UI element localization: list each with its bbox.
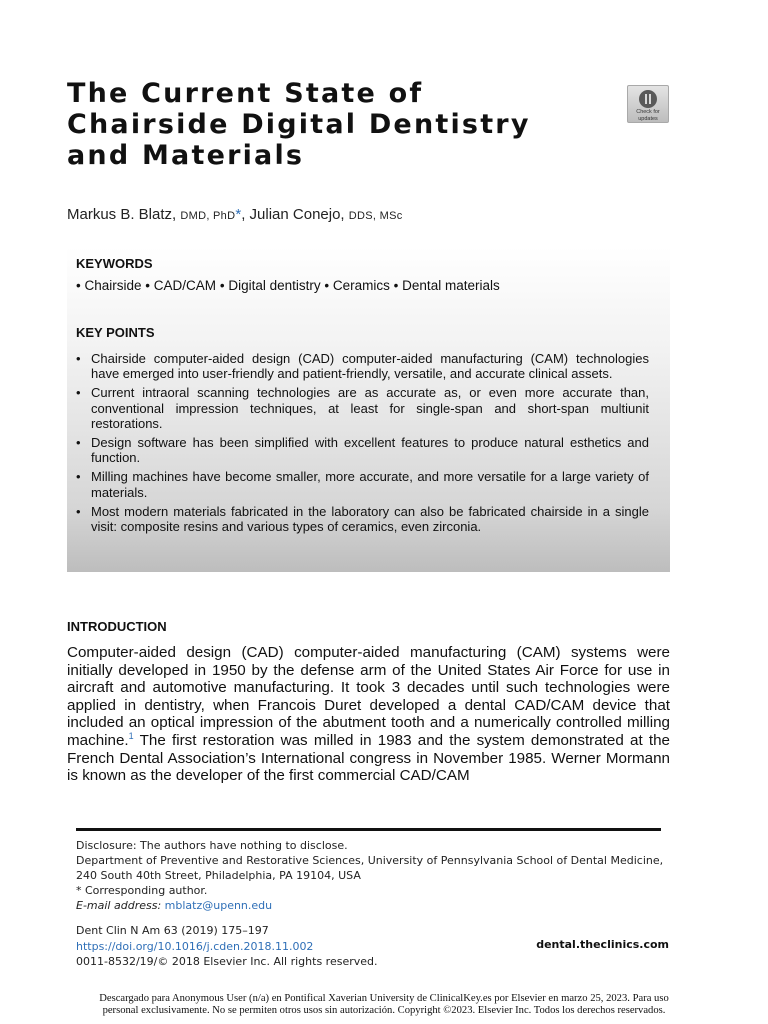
email-note: E-mail address: mblatz@upenn.edu <box>76 899 273 912</box>
author-name: Julian Conejo, <box>249 206 345 223</box>
keyword: CAD/CAM <box>153 278 217 293</box>
key-point: • Most modern materials fabricated in the laboratory can also be fabricated chairside in a single visit: composite resins and various types of ceramics, even zirconia. <box>76 503 649 535</box>
title-line: Chairside Digital Dentistry <box>67 109 531 140</box>
key-point: • Chairside computer-aided design (CAD) computer-aided manufacturing (CAM) technologies have emerged into user-friendly and patient-friendly, versatile, and accurate clinical assets. <box>76 351 649 382</box>
keywords-keypoints-box <box>67 247 670 572</box>
email-link[interactable]: mblatz@upenn.edu <box>164 899 273 912</box>
keyword: Chairside <box>84 278 142 293</box>
author-degrees: DMD, PhD <box>180 210 236 222</box>
key-points-list <box>76 351 649 538</box>
corresponding-note: * Corresponding author. <box>76 884 208 897</box>
title-line: and Materials <box>67 140 305 171</box>
keywords-heading: KEYWORDS <box>76 256 153 271</box>
introduction-paragraph: Computer-aided design (CAD) computer-aided manufacturing (CAM) systems were initially developed in 1950 by the defense arm of the United States Air Force for use in aircraft and automotive manufacturing. It took 3 decades until such technologies were applied in dentistry, when Francois Duret developed a dental CAD/CAM device that included an optical impression of the abutment tooth and a numerically controlled milling machine.$^1$ The first restoration was milled in 1983 and the system demonstrated at the French Dental Association’s International congress in November 1985. Werner Mormann is known as the developer of the first commercial CAD/CAM <box>67 644 670 785</box>
introduction-heading: INTRODUCTION <box>67 619 167 634</box>
affiliation-note: Department of Preventive and Restorative Sciences, University of Pennsylvania School of Dental Medicine, 240 South 40th Street, Philadelphia, PA 19104, USA <box>76 854 664 882</box>
key-point: • Current intraoral scanning technologies are as accurate as, or even more accurate than, conventional impression techniques, at least for single-span and short-span multiunit restorations. <box>76 385 649 432</box>
download-notice: Descargado para Anonymous User (n/a) en Pontifical Xaverian University de ClinicalKey.es por Elsevier en marzo 25, 2023. Para uso personal exclusivamente. No se permiten otros usos sin autorización. Copyright ©2023. Elsevier Inc. Todos los derechos reservados. <box>99 993 669 1016</box>
doi-link[interactable]: https://doi.org/10.1016/j.cden.2018.11.002 <box>76 939 314 953</box>
journal-citation: Dent Clin N Am 63 (2019) 175–197 <box>76 924 269 937</box>
keyword: Digital dentistry <box>228 278 321 293</box>
author-name: Markus B. Blatz, <box>67 206 177 223</box>
author-separator: , <box>241 206 246 223</box>
footnotes <box>76 838 676 913</box>
check-updates-label: Check for <box>636 109 660 115</box>
article-title <box>67 78 607 171</box>
disclosure-note: Disclosure: The authors have nothing to disclose. <box>76 839 348 852</box>
journal-site-link[interactable]: dental.theclinics.com <box>536 938 669 951</box>
author-degrees: DDS, MSc <box>348 210 403 222</box>
footnote-divider <box>76 828 661 831</box>
corresponding-mark[interactable]: * <box>235 206 242 223</box>
check-updates-icon <box>638 89 658 109</box>
keyword: Ceramics <box>332 278 390 293</box>
copyright-line: 0011-8532/19/© 2018 Elsevier Inc. All rights reserved. <box>76 955 378 968</box>
key-point: • Milling machines have become smaller, more accurate, and more versatile for a large variety of materials. <box>76 469 649 500</box>
keyword: Dental materials <box>402 278 500 293</box>
key-point: • Design software has been simplified with excellent features to produce natural esthetics and function. <box>76 435 649 466</box>
reference-link[interactable]: 1 <box>128 730 134 741</box>
keywords-list: • Chairside • CAD/CAM • Digital dentistry • Ceramics • Dental materials <box>76 278 500 293</box>
check-updates-label: updates <box>638 115 658 122</box>
key-points-heading: KEY POINTS <box>76 325 155 340</box>
check-for-updates-button[interactable] <box>627 85 669 123</box>
title-line: The Current State of <box>67 78 424 109</box>
author-line <box>67 206 403 223</box>
